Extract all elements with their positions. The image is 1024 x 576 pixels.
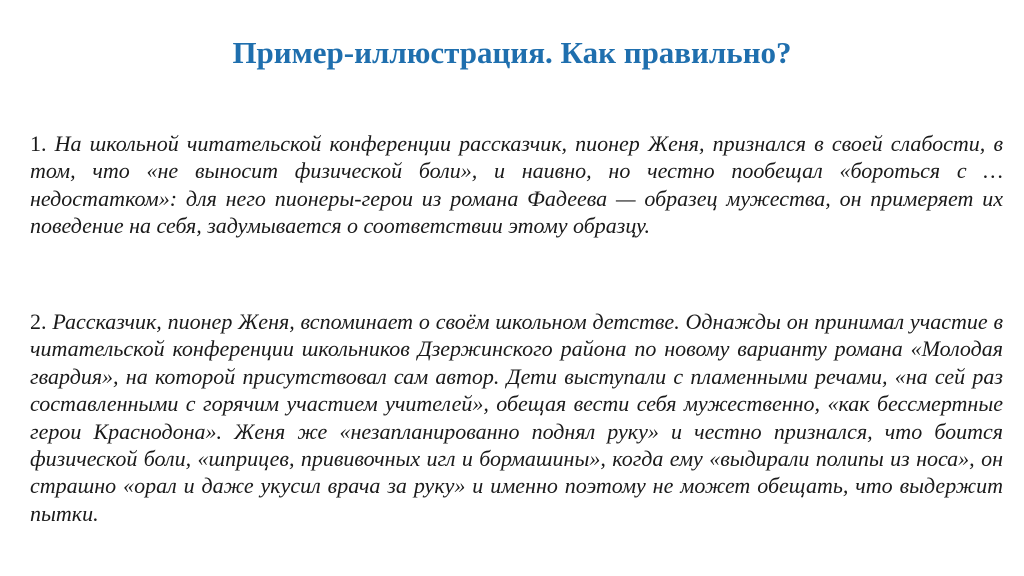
paragraph-1-number: 1. — [30, 131, 55, 156]
paragraph-1 — [30, 130, 1003, 240]
paragraph-2-number: 2. — [30, 309, 53, 334]
slide-title: Пример-иллюстрация. Как правильно? — [232, 35, 792, 70]
paragraph-2-text: Рассказчик, пионер Женя, вспоминает о своём школьном детстве. Однажды он принимал участие в читательской конференции школьников Дзержинского района по новому варианту романа «Молодая гвардия», на которой присутствовал сам автор. Дети выступали с пламенными речами, «на сей раз составленными с горячим участием учителей», обещая вести себя мужественно, «как бессмертные герои Краснодона». Женя же «незапланированно поднял руку» и честно признался, что боится физической боли, «шприцев, прививочных игл и бормашины», когда ему «выдирали полипы из носа», он страшно «орал и даже укусил врача за руку» и именно поэтому не может обещать, что выдержит пытки. — [30, 309, 1004, 526]
paragraph-1-text: На школьной читательской конференции рассказчик, пионер Женя, признался в своей слабости, в том, что «не выносит физической боли», и наивно, но честно пообещал «бороться с … недостатком»: для него пионеры-герои из романа Фадеева — образец мужества, он примеряет их поведение на себя, задумывается о соответствии этому образцу. — [30, 131, 1003, 239]
paragraph-2 — [30, 308, 1003, 527]
